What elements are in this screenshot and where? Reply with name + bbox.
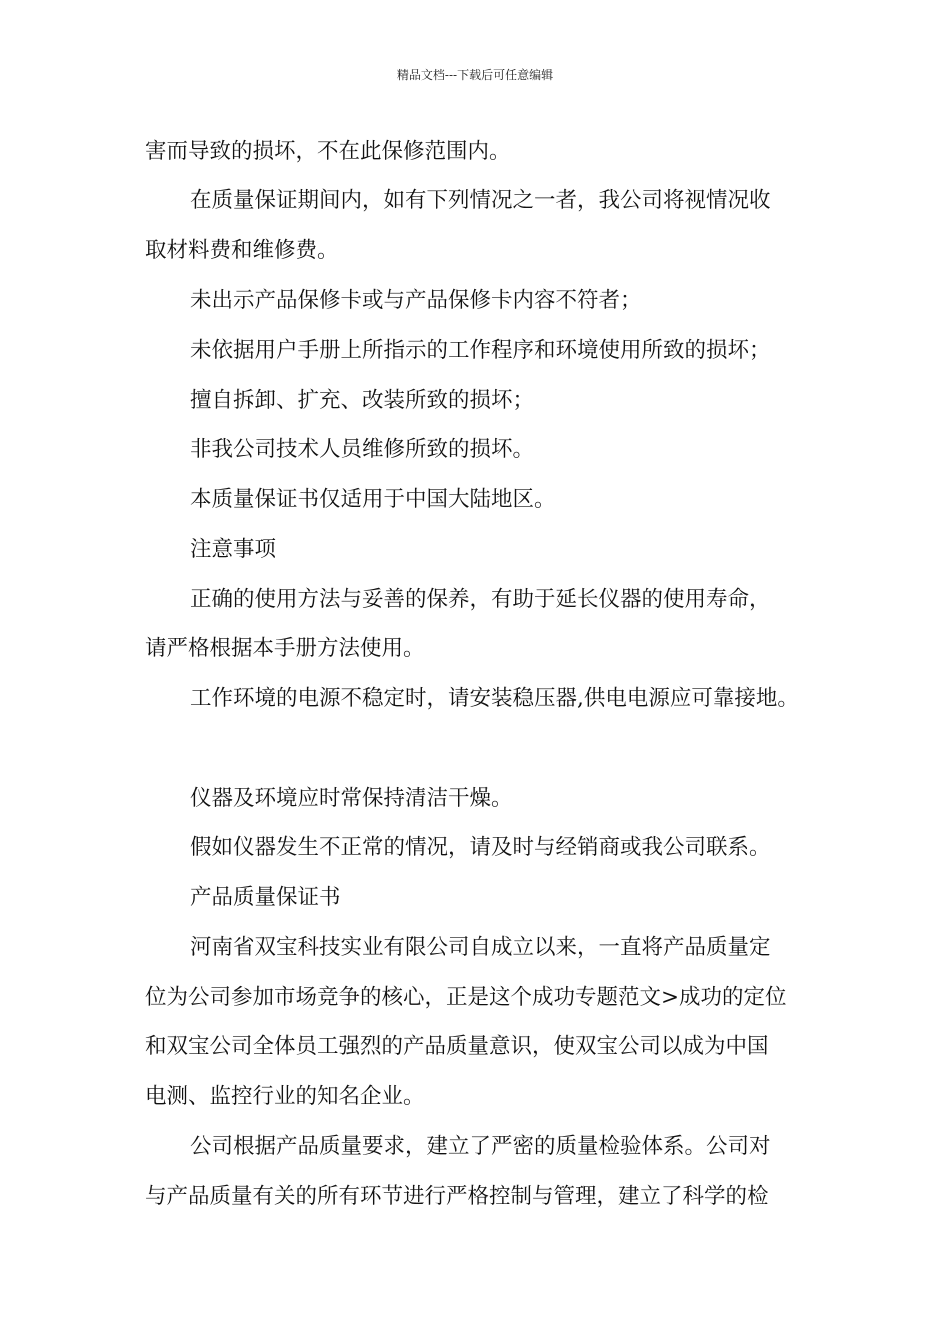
paragraph-line: 取材料费和维修费。 [145,238,339,263]
paragraph-line: 未出示产品保修卡或与产品保修卡内容不符者； [190,288,642,313]
paragraph-line: 正确的使用方法与妥善的保养，有助于延长仪器的使用寿命， [190,587,771,612]
paragraph-line: 仪器及环境应时常保持清洁干燥。 [190,786,513,811]
section-heading: 产品质量保证书 [190,885,341,910]
paragraph-line: 请严格根据本手册方法使用。 [145,636,425,661]
paragraph-line: 擅自拆卸、扩充、改装所致的损坏； [190,388,535,413]
paragraph-line: 位为公司参加市场竞争的核心，正是这个成功专题范文>成功的定位 [145,985,787,1010]
paragraph-line: 公司根据产品质量要求，建立了严密的质量检验体系。公司对 [190,1134,771,1159]
paragraph-line: 在质量保证期间内，如有下列情况之一者，我公司将视情况收 [190,188,771,213]
paragraph-line: 电测、监控行业的知名企业。 [145,1084,425,1109]
paragraph-line: 非我公司技术人员维修所致的损坏。 [190,437,535,462]
paragraph-line: 和双宝公司全体员工强烈的产品质量意识，使双宝公司以成为中国 [145,1034,769,1059]
paragraph-line: 假如仪器发生不正常的情况，请及时与经销商或我公司联系。 [190,835,771,860]
section-heading: 注意事项 [190,537,277,562]
page-header: 精品文档---下载后可任意编辑 [396,68,554,82]
paragraph-line: 与产品质量有关的所有环节进行严格控制与管理，建立了科学的检 [145,1184,769,1209]
paragraph-line: 工作环境的电源不稳定时，请安装稳压器,供电电源应可靠接地。 [190,686,799,711]
paragraph-line: 本质量保证书仅适用于中国大陆地区。 [190,487,556,512]
paragraph-line: 河南省双宝科技实业有限公司自成立以来，一直将产品质量定 [190,935,771,960]
paragraph-line: 未依据用户手册上所指示的工作程序和环境使用所致的损坏； [190,338,771,363]
paragraph-line: 害而导致的损坏，不在此保修范围内。 [145,139,511,164]
